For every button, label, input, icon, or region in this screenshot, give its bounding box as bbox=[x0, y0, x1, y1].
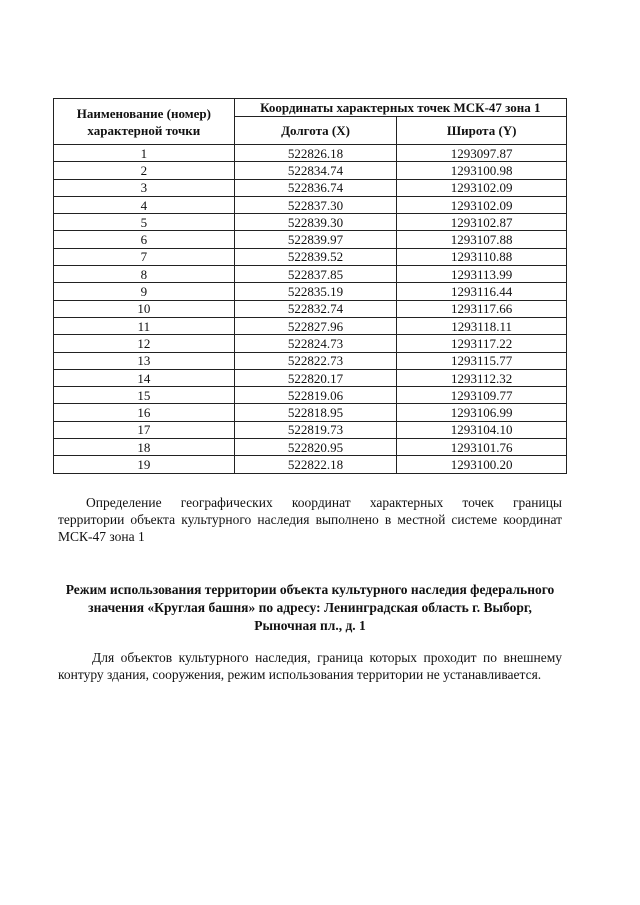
longitude-cell: 522836.74 bbox=[234, 179, 397, 196]
table-row bbox=[54, 335, 567, 352]
table-row bbox=[54, 352, 567, 369]
latitude-cell: 1293102.09 bbox=[397, 196, 567, 213]
point-number-cell: 11 bbox=[54, 317, 235, 334]
latitude-cell: 1293118.11 bbox=[397, 317, 567, 334]
table-row bbox=[54, 404, 567, 421]
section-title: Режим использования территории объекта культурного наследия федерального значения «Круглая башня» по адресу: Ленинградская область г. Выборг, Рыночная пл., д. 1 bbox=[65, 582, 555, 633]
coordinates-table bbox=[53, 98, 567, 474]
coordinates-note-line1: Определение географических координат характерных точек границы bbox=[86, 495, 562, 510]
point-number-cell: 5 bbox=[54, 214, 235, 231]
point-number-cell: 16 bbox=[54, 404, 235, 421]
latitude-cell: 1293112.32 bbox=[397, 369, 567, 386]
longitude-cell: 522820.17 bbox=[234, 369, 397, 386]
table-row bbox=[54, 162, 567, 179]
table-row bbox=[54, 421, 567, 438]
table-row bbox=[54, 456, 567, 473]
longitude-cell: 522818.95 bbox=[234, 404, 397, 421]
longitude-cell: 522832.74 bbox=[234, 300, 397, 317]
latitude-cell: 1293102.87 bbox=[397, 214, 567, 231]
longitude-cell: 522826.18 bbox=[234, 145, 397, 162]
longitude-cell: 522837.85 bbox=[234, 266, 397, 283]
table-row bbox=[54, 387, 567, 404]
table-row bbox=[54, 300, 567, 317]
longitude-cell: 522822.73 bbox=[234, 352, 397, 369]
section-body: Для объектов культурного наследия, граница которых проходит по внешнему контуру здания, сооружения, режим использования территории не устанавливается. bbox=[58, 650, 562, 682]
coordinates-note-rest: территории объекта культурного наследия выполнено в местной системе координат МСК-47 зона 1 bbox=[58, 512, 562, 544]
latitude-cell: 1293117.22 bbox=[397, 335, 567, 352]
point-name-header: Наименование (номер) характерной точки bbox=[54, 99, 235, 145]
latitude-cell: 1293110.88 bbox=[397, 248, 567, 265]
latitude-cell: 1293102.09 bbox=[397, 179, 567, 196]
point-number-cell: 2 bbox=[54, 162, 235, 179]
latitude-cell: 1293116.44 bbox=[397, 283, 567, 300]
longitude-cell: 522819.73 bbox=[234, 421, 397, 438]
latitude-cell: 1293106.99 bbox=[397, 404, 567, 421]
table-row bbox=[54, 369, 567, 386]
point-number-cell: 4 bbox=[54, 196, 235, 213]
point-number-cell: 10 bbox=[54, 300, 235, 317]
longitude-cell: 522835.19 bbox=[234, 283, 397, 300]
point-number-cell: 14 bbox=[54, 369, 235, 386]
longitude-cell: 522819.06 bbox=[234, 387, 397, 404]
latitude-cell: 1293104.10 bbox=[397, 421, 567, 438]
point-number-cell: 15 bbox=[54, 387, 235, 404]
table-row bbox=[54, 196, 567, 213]
point-number-cell: 3 bbox=[54, 179, 235, 196]
longitude-cell: 522820.95 bbox=[234, 439, 397, 456]
longitude-cell: 522839.30 bbox=[234, 214, 397, 231]
point-number-cell: 1 bbox=[54, 145, 235, 162]
longitude-cell: 522834.74 bbox=[234, 162, 397, 179]
point-number-cell: 17 bbox=[54, 421, 235, 438]
longitude-cell: 522827.96 bbox=[234, 317, 397, 334]
table-row bbox=[54, 439, 567, 456]
table-row bbox=[54, 214, 567, 231]
latitude-cell: 1293115.77 bbox=[397, 352, 567, 369]
longitude-header: Долгота (X) bbox=[234, 117, 397, 145]
longitude-cell: 522822.18 bbox=[234, 456, 397, 473]
table-row bbox=[54, 248, 567, 265]
table-row bbox=[54, 231, 567, 248]
latitude-cell: 1293109.77 bbox=[397, 387, 567, 404]
table-body bbox=[54, 145, 567, 474]
point-number-cell: 12 bbox=[54, 335, 235, 352]
point-number-cell: 9 bbox=[54, 283, 235, 300]
coords-group-header: Координаты характерных точек МСК-47 зона 1 bbox=[234, 99, 566, 117]
point-number-cell: 7 bbox=[54, 248, 235, 265]
longitude-cell: 522839.52 bbox=[234, 248, 397, 265]
table-row bbox=[54, 145, 567, 162]
latitude-cell: 1293101.76 bbox=[397, 439, 567, 456]
latitude-cell: 1293100.20 bbox=[397, 456, 567, 473]
coordinates-note bbox=[58, 494, 562, 545]
longitude-cell: 522824.73 bbox=[234, 335, 397, 352]
point-number-cell: 19 bbox=[54, 456, 235, 473]
latitude-header: Широта (Y) bbox=[397, 117, 567, 145]
latitude-cell: 1293113.99 bbox=[397, 266, 567, 283]
table-row bbox=[54, 283, 567, 300]
point-number-cell: 6 bbox=[54, 231, 235, 248]
point-number-cell: 8 bbox=[54, 266, 235, 283]
longitude-cell: 522837.30 bbox=[234, 196, 397, 213]
table-row bbox=[54, 179, 567, 196]
latitude-cell: 1293097.87 bbox=[397, 145, 567, 162]
longitude-cell: 522839.97 bbox=[234, 231, 397, 248]
table-row bbox=[54, 317, 567, 334]
latitude-cell: 1293100.98 bbox=[397, 162, 567, 179]
latitude-cell: 1293107.88 bbox=[397, 231, 567, 248]
point-number-cell: 18 bbox=[54, 439, 235, 456]
point-number-cell: 13 bbox=[54, 352, 235, 369]
table-row bbox=[54, 266, 567, 283]
table-header-row bbox=[54, 99, 567, 117]
latitude-cell: 1293117.66 bbox=[397, 300, 567, 317]
